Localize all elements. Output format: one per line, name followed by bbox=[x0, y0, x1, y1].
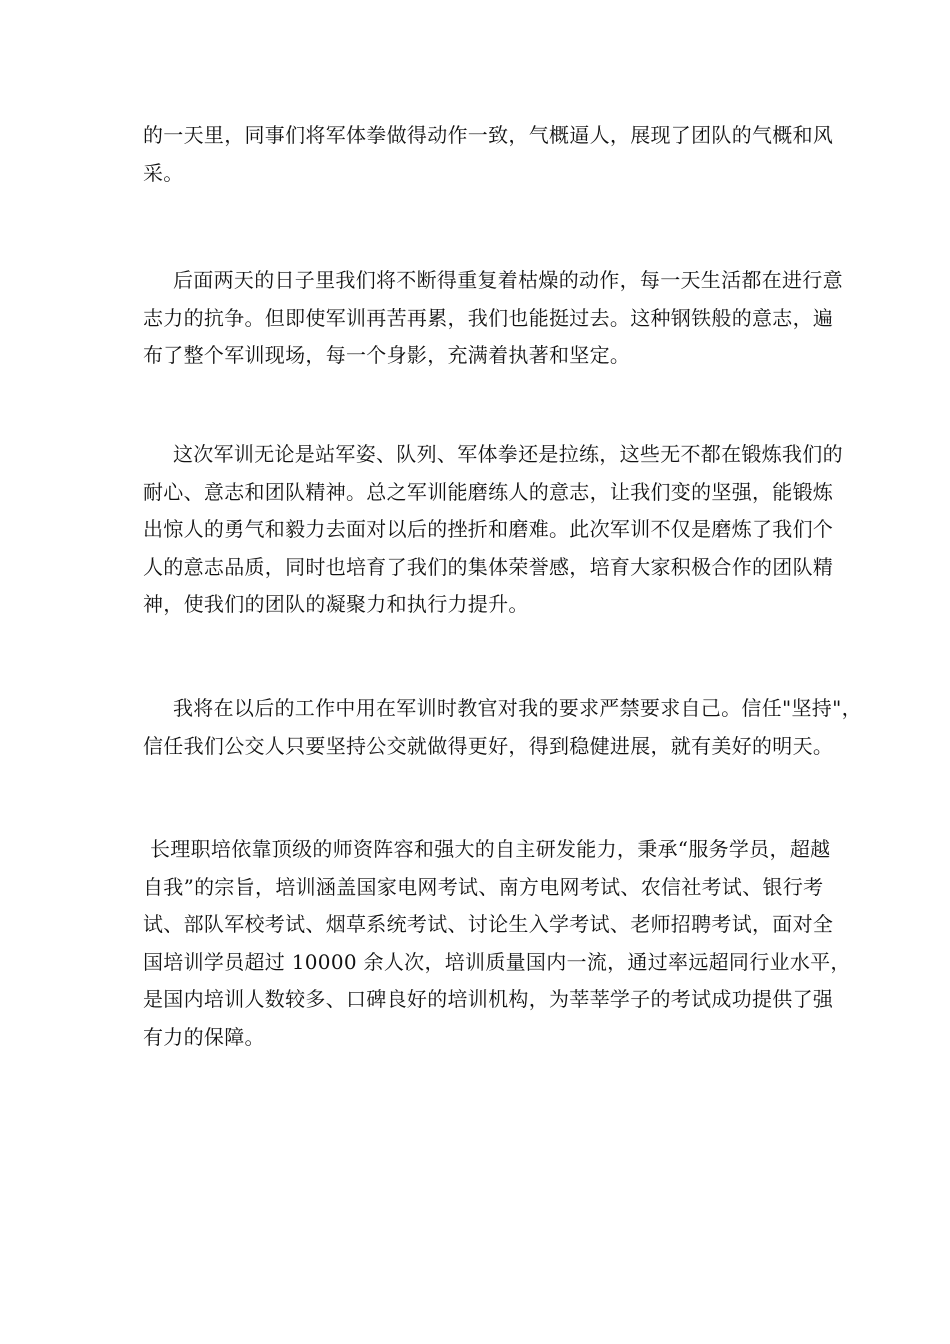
paragraph-future-commitment bbox=[143, 690, 862, 765]
text-line: 的一天里，同事们将军体拳做得动作一致，气概逼人，展现了团队的气概和风 bbox=[143, 123, 834, 147]
text-line: 自我”的宗旨，培训涵盖国家电网考试、南方电网考试、农信社考试、银行考 bbox=[143, 874, 824, 899]
text-line: 耐心、意志和团队精神。总之军训能磨练人的意志，让我们变的坚强，能锻炼 bbox=[143, 479, 834, 504]
paragraph-training-summary bbox=[143, 436, 843, 624]
text-line: 神，使我们的团队的凝聚力和执行力提升。 bbox=[143, 592, 529, 616]
text-line: 国培训学员超过 10000 余人次，培训质量国内一流，通过率远超同行业水平， bbox=[143, 949, 851, 974]
text-line: 出惊人的勇气和毅力去面对以后的挫折和磨难。此次军训不仅是磨炼了我们个 bbox=[143, 517, 834, 541]
paragraph-military-drill-conclusion bbox=[143, 117, 834, 192]
text-line: 这次军训无论是站军姿、队列、军体拳还是拉练，这些无不都在锻炼我们的 bbox=[173, 442, 843, 466]
text-line: 信任我们公交人只要坚持公交就做得更好，得到稳健进展，就有美好的明天。 bbox=[143, 733, 834, 758]
text-line: 试、部队军校考试、烟草系统考试、讨论生入学考试、老师招聘考试，面对全 bbox=[143, 912, 834, 936]
text-line: 有力的保障。 bbox=[143, 1024, 265, 1049]
paragraph-training-institution bbox=[143, 831, 851, 1056]
text-line: 是国内培训人数较多、口碑良好的培训机构，为莘莘学子的考试成功提供了强 bbox=[143, 987, 834, 1011]
text-line: 我将在以后的工作中用在军训时教官对我的要求严禁要求自己。信任"坚持"， bbox=[173, 696, 862, 720]
text-line: 布了整个军训现场，每一个身影，充满着执著和坚定。 bbox=[143, 343, 631, 367]
text-line: 后面两天的日子里我们将不断得重复着枯燥的动作，每一天生活都在进行意 bbox=[173, 268, 843, 292]
text-line: 长理职培依靠顶级的师资阵容和强大的自主研发能力，秉承“服务学员，超越 bbox=[150, 837, 831, 861]
text-line: 采。 bbox=[143, 160, 184, 185]
paragraph-perseverance bbox=[143, 262, 843, 375]
text-line: 志力的抗争。但即使军训再苦再累，我们也能挺过去。这种钢铁般的意志，遍 bbox=[143, 305, 834, 330]
text-line: 人的意志品质，同时也培育了我们的集体荣誉感，培育大家积极合作的团队精 bbox=[143, 554, 834, 579]
